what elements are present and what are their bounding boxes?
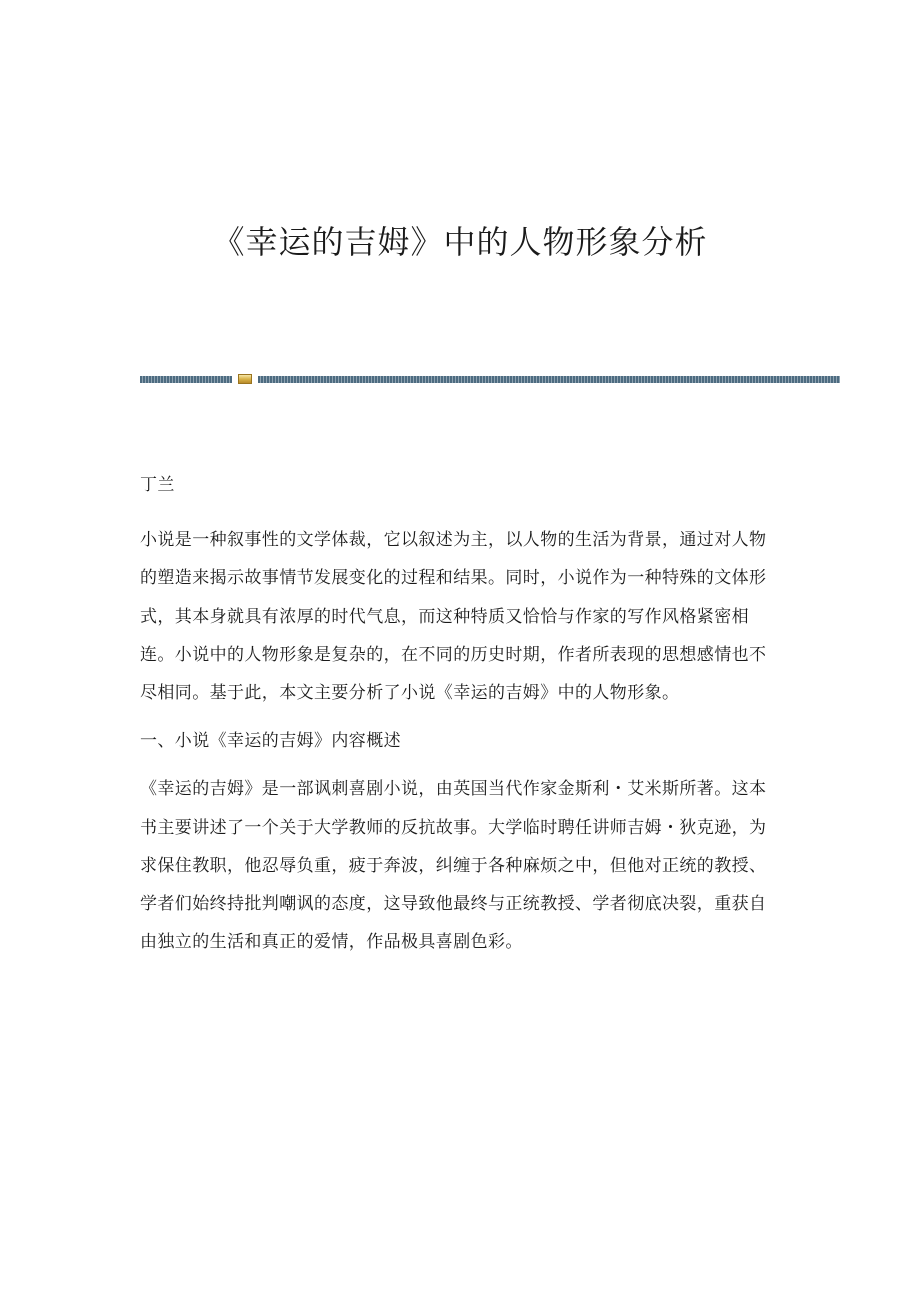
title-divider xyxy=(140,374,840,384)
document-title: 《幸运的吉姆》中的人物形象分析 xyxy=(212,223,708,261)
document-body xyxy=(140,466,774,971)
divider-bar-left xyxy=(140,376,232,383)
intro-paragraph: 小说是一种叙事性的文学体裁，它以叙述为主，以人物的生活为背景，通过对人物的塑造来揭示故事情节发展变化的过程和结果。同时，小说作为一种特殊的文体形式，其本身就具有浓厚的时代气息，而这种特质又恰恰与作家的写作风格紧密相连。小说中的人物形象是复杂的，在不同的历史时期，作者所表现的思想感情也不尽相同。基于此，本文主要分析了小说《幸运的吉姆》中的人物形象。 xyxy=(140,530,767,704)
divider-ornament-icon xyxy=(238,374,252,384)
summary-paragraph: 《幸运的吉姆》是一部讽刺喜剧小说，由英国当代作家金斯利・艾米斯所著。这本书主要讲述了一个关于大学教师的反抗故事。大学临时聘任讲师吉姆・狄克逊，为求保住教职，他忍辱负重，疲于奔波，纠缠于各种麻烦之中，但他对正统的教授、学者们始终持批判嘲讽的态度，这导致他最终与正统教授、学者彻底决裂，重获自由独立的生活和真正的爱情，作品极具喜剧色彩。 xyxy=(140,779,767,953)
author-name: 丁兰 xyxy=(140,475,175,495)
section-heading: 一、小说《幸运的吉姆》内容概述 xyxy=(140,731,401,752)
divider-bar-right xyxy=(258,376,840,383)
